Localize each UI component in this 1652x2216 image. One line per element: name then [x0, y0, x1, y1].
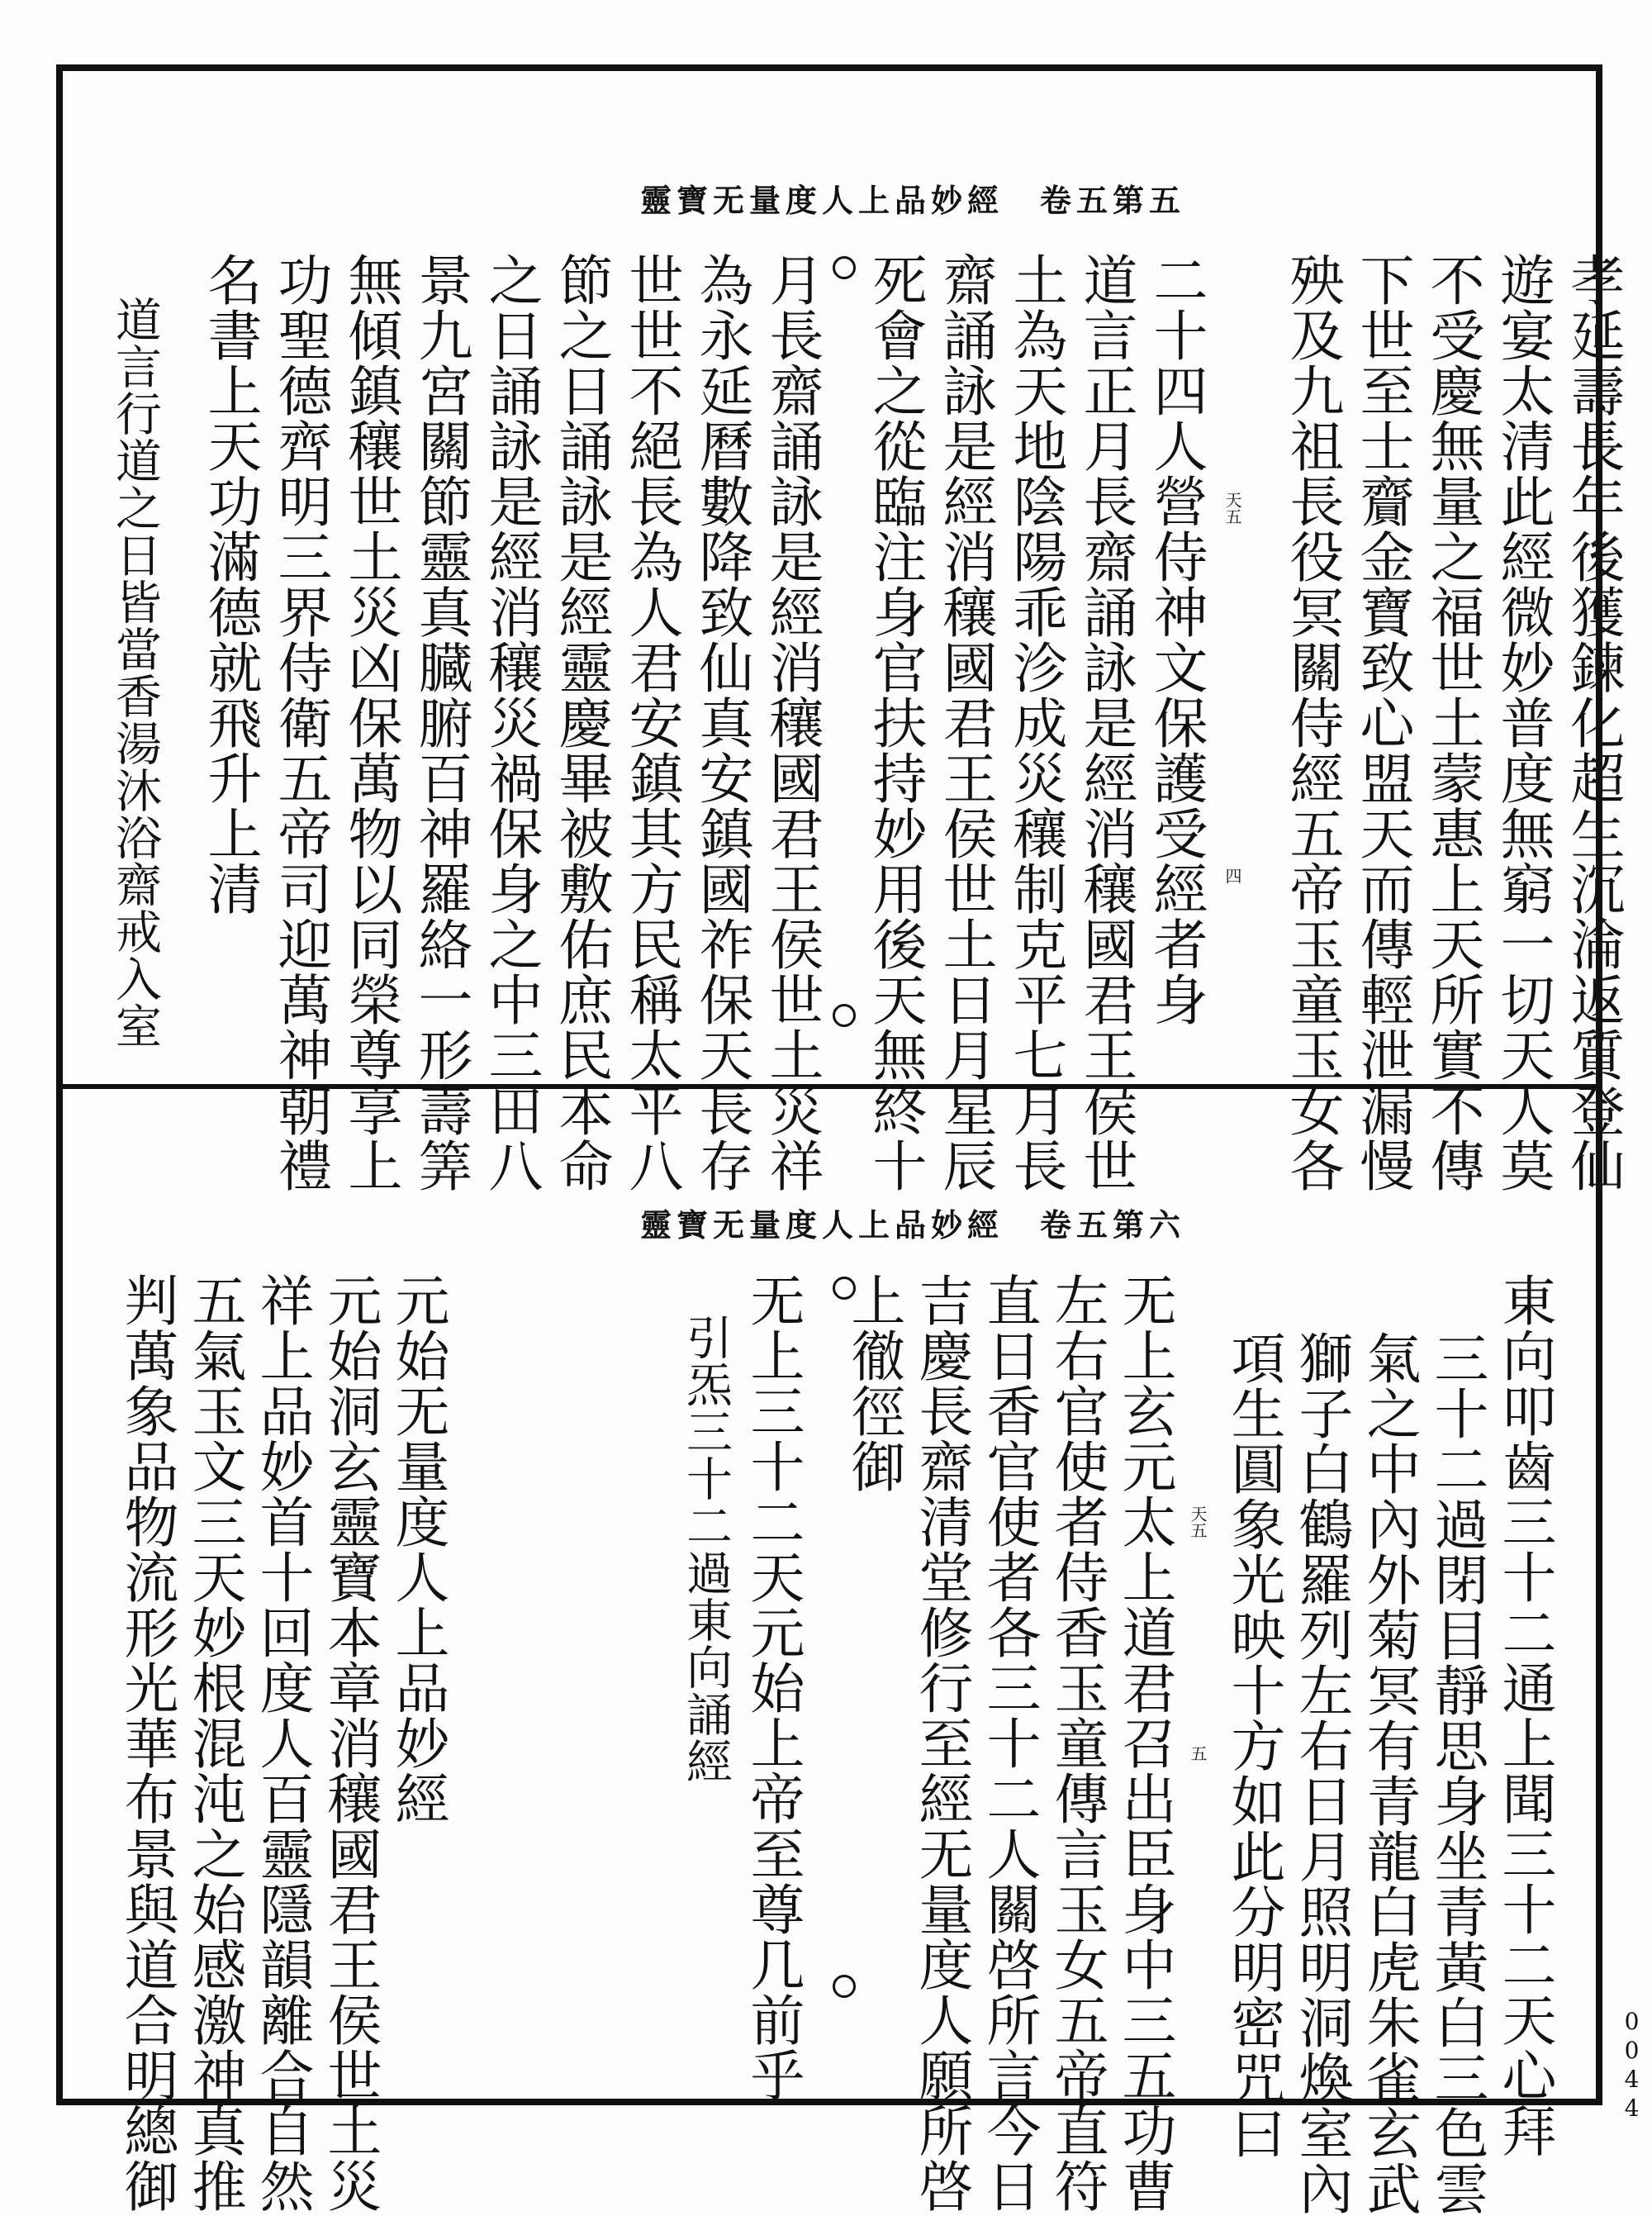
bottom-col-3: 氣之中內外菊冥有青龍白虎朱雀玄武 — [1357, 1330, 1421, 2216]
top-col-11: 月長齋誦詠是經消穰國君王侯世土災祥 — [760, 252, 824, 1193]
top-col-12: 為永延曆數降致仙真安鎮國祚保天長存 — [690, 252, 753, 1193]
top-circle-marker-2 — [833, 1004, 856, 1027]
bottom-marker-2: 五 — [1188, 1745, 1208, 1762]
top-col-6: 二十四人營侍神文保護受經者身 — [1144, 252, 1208, 1027]
top-circle-marker-1 — [833, 256, 856, 279]
top-page-header: 靈寶无量度人上品妙經 卷五第五 — [640, 182, 1186, 219]
top-col-3: 不受慶無量之福世土蒙惠上天所實不傳 — [1421, 252, 1484, 1193]
bottom-col-11: 无上三十二天元始上帝至尊几前乎 — [741, 1272, 805, 2103]
bottom-col-17: 判萬象品物流形光華布景與道合明總御 — [115, 1272, 178, 2214]
top-col-19: 名書上天功滿德就飛升上清 — [198, 252, 262, 916]
bottom-page-header: 靈寶无量度人上品妙經 卷五第六 — [640, 1206, 1186, 1244]
bottom-col-13: 元始无量度人上品妙經 — [386, 1272, 449, 1826]
top-col-13: 世世不絕長為人君安鎮其方民稱太平八 — [620, 252, 683, 1193]
top-col-2: 遊宴太清此經微妙普度無窮一切天人莫 — [1491, 252, 1555, 1193]
page-folio-number: 0044 — [1618, 2008, 1645, 2123]
bottom-col-5: 項生圓象光映十方如此分明密咒曰 — [1222, 1330, 1285, 2161]
top-col-4: 下世至士齎金寶致心盟天而傳輕泄漏慢 — [1351, 252, 1414, 1193]
top-marker-1: 天五 — [1222, 492, 1242, 525]
bottom-col-6: 无上玄元太上道君召出臣身中三五功曹 — [1113, 1272, 1176, 2214]
bottom-col-16: 五氣玉文三天妙根混沌之始感激神真推 — [183, 1272, 246, 2214]
top-col-14: 節之日誦詠是經靈慶畢被敷佑庶民本命 — [549, 252, 613, 1193]
bottom-circle-marker-2 — [833, 1975, 856, 1998]
top-col-17: 無傾鎮穰世土災凶保萬物以同榮尊享上 — [339, 252, 402, 1193]
bottom-col-12: 引炁三十二過東向誦經 — [679, 1314, 733, 1785]
top-col-1: 孝延壽長年後獲鍊化超生沉淪返質登仙 — [1561, 252, 1625, 1193]
top-marker-2: 四 — [1222, 868, 1242, 884]
bottom-col-7: 左右官使者侍香玉童傳言玉女五帝直符 — [1045, 1272, 1108, 2214]
bottom-col-9: 吉慶長齋清堂修行至經无量度人願所啓 — [909, 1272, 973, 2214]
top-col-15: 之日誦詠是經消穰災禍保身之中三田八 — [479, 252, 543, 1193]
bottom-col-8: 直日香官使者各三十二人關啓所言今日 — [977, 1272, 1041, 2214]
bottom-col-1: 東向叩齒三十二通上聞三十二天心拜 — [1493, 1272, 1556, 2158]
top-col-18: 功聖德齊明三界侍衛五帝司迎萬神朝禮 — [268, 252, 332, 1193]
top-col-10: 死會之從臨注身官扶持妙用後天無終十 — [863, 252, 927, 1193]
bottom-col-2: 三十二過閉目靜思身坐青黃白三色雲 — [1425, 1330, 1488, 2216]
top-col-8: 土為天地陰陽乖沴成災穰制克平七月長 — [1004, 252, 1067, 1193]
bottom-col-4: 獅子白鶴羅列左右日月照明洞煥室內 — [1289, 1330, 1353, 2216]
top-col-9: 齋誦詠是經消穰國君王侯世土日月星辰 — [933, 252, 997, 1193]
bottom-circle-marker-1 — [833, 1277, 856, 1300]
top-col-5: 殃及九祖長役冥關侍經五帝玉童玉女各 — [1280, 252, 1344, 1193]
bottom-col-15: 祥上品妙首十回度人百靈隱韻離合自然 — [250, 1272, 314, 2214]
bottom-marker-1: 天五 — [1188, 1505, 1208, 1538]
bottom-col-10: 上徹徑御 — [842, 1272, 905, 1494]
bottom-col-14: 元始洞玄靈寶本章消穰國君王侯世土災 — [318, 1272, 382, 2214]
top-col-20: 道言行道之日皆當香湯沐浴齋戒入室 — [108, 296, 162, 1049]
top-col-16: 景九宮關節靈真臓腑百神羅絡一形壽筭 — [409, 252, 472, 1193]
top-col-7: 道言正月長齋誦詠是經消穰國君王侯世 — [1074, 252, 1137, 1193]
